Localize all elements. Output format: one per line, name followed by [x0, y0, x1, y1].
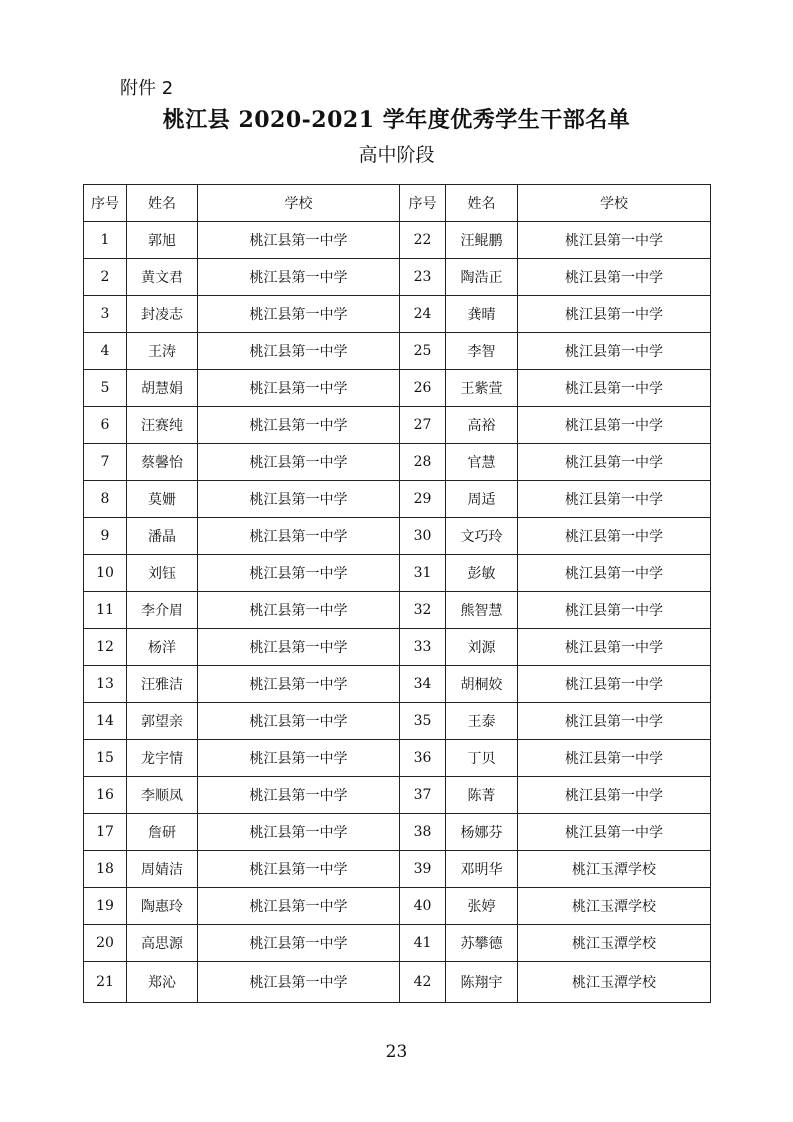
index-cell: 1: [84, 222, 127, 259]
index-cell: 28: [400, 444, 446, 481]
name-cell: 王紫萱: [446, 370, 518, 407]
school-cell: 桃江县第一中学: [518, 333, 711, 370]
school-cell: 桃江县第一中学: [198, 888, 400, 925]
name-cell: 高裕: [446, 407, 518, 444]
index-cell: 40: [400, 888, 446, 925]
school-cell: 桃江县第一中学: [518, 481, 711, 518]
school-cell: 桃江县第一中学: [518, 703, 711, 740]
document-subtitle: 高中阶段: [358, 144, 435, 166]
index-cell: 3: [84, 296, 127, 333]
name-cell: 陈翔宇: [446, 962, 518, 1003]
index-cell: 35: [400, 703, 446, 740]
school-cell: 桃江玉潭学校: [518, 888, 711, 925]
name-cell: 丁贝: [446, 740, 518, 777]
index-cell: 32: [400, 592, 446, 629]
name-cell: 郭旭: [127, 222, 198, 259]
school-cell: 桃江县第一中学: [518, 296, 711, 333]
name-cell: 郭望亲: [127, 703, 198, 740]
index-cell: 5: [84, 370, 127, 407]
index-cell: 24: [400, 296, 446, 333]
name-cell: 张婷: [446, 888, 518, 925]
index-cell: 15: [84, 740, 127, 777]
name-cell: 刘源: [446, 629, 518, 666]
school-cell: 桃江玉潭学校: [518, 962, 711, 1003]
school-cell: 桃江县第一中学: [198, 481, 400, 518]
school-cell: 桃江县第一中学: [518, 555, 711, 592]
school-cell: 桃江县第一中学: [198, 703, 400, 740]
column-header-index: 序号: [84, 185, 127, 222]
table-row: [84, 777, 711, 814]
index-cell: 16: [84, 777, 127, 814]
table-row: [84, 296, 711, 333]
school-cell: 桃江县第一中学: [518, 407, 711, 444]
table-row: [84, 481, 711, 518]
name-cell: 汪鲲鹏: [446, 222, 518, 259]
name-cell: 陈菁: [446, 777, 518, 814]
name-cell: 詹研: [127, 814, 198, 851]
index-cell: 31: [400, 555, 446, 592]
table-row: [84, 814, 711, 851]
table-row: [84, 333, 711, 370]
school-cell: 桃江县第一中学: [198, 629, 400, 666]
index-cell: 23: [400, 259, 446, 296]
school-cell: 桃江县第一中学: [198, 592, 400, 629]
page-number: 23: [385, 1042, 408, 1062]
table-row: [84, 962, 711, 1003]
table-row: [84, 407, 711, 444]
index-cell: 9: [84, 518, 127, 555]
school-cell: 桃江县第一中学: [198, 518, 400, 555]
index-cell: 27: [400, 407, 446, 444]
index-cell: 18: [84, 851, 127, 888]
name-cell: 周婧洁: [127, 851, 198, 888]
school-cell: 桃江县第一中学: [518, 740, 711, 777]
name-cell: 邓明华: [446, 851, 518, 888]
index-cell: 26: [400, 370, 446, 407]
name-cell: 王泰: [446, 703, 518, 740]
name-cell: 蔡馨怡: [127, 444, 198, 481]
school-cell: 桃江县第一中学: [518, 370, 711, 407]
index-cell: 19: [84, 888, 127, 925]
column-header-school: 学校: [198, 185, 400, 222]
name-cell: 李智: [446, 333, 518, 370]
name-cell: 莫姗: [127, 481, 198, 518]
school-cell: 桃江县第一中学: [518, 518, 711, 555]
index-cell: 17: [84, 814, 127, 851]
index-cell: 11: [84, 592, 127, 629]
name-cell: 龚晴: [446, 296, 518, 333]
index-cell: 22: [400, 222, 446, 259]
attachment-label: 附件 2: [120, 78, 174, 99]
school-cell: 桃江县第一中学: [198, 259, 400, 296]
school-cell: 桃江县第一中学: [518, 259, 711, 296]
index-cell: 7: [84, 444, 127, 481]
table-row: [84, 888, 711, 925]
school-cell: 桃江玉潭学校: [518, 925, 711, 962]
index-cell: 14: [84, 703, 127, 740]
school-cell: 桃江县第一中学: [198, 555, 400, 592]
document-title: 桃江县 2020-2021 学年度优秀学生干部名单: [162, 107, 631, 133]
name-cell: 官慧: [446, 444, 518, 481]
school-cell: 桃江县第一中学: [198, 777, 400, 814]
table-row: [84, 740, 711, 777]
table-row: [84, 555, 711, 592]
table-row: [84, 222, 711, 259]
name-cell: 胡慧娟: [127, 370, 198, 407]
index-cell: 13: [84, 666, 127, 703]
name-cell: 杨娜芬: [446, 814, 518, 851]
name-cell: 陶惠玲: [127, 888, 198, 925]
table-row: [84, 259, 711, 296]
name-cell: 潘晶: [127, 518, 198, 555]
index-cell: 25: [400, 333, 446, 370]
name-cell: 王涛: [127, 333, 198, 370]
table-row: [84, 444, 711, 481]
name-cell: 汪雅洁: [127, 666, 198, 703]
school-cell: 桃江县第一中学: [198, 444, 400, 481]
index-cell: 34: [400, 666, 446, 703]
school-cell: 桃江县第一中学: [518, 814, 711, 851]
name-cell: 李介眉: [127, 592, 198, 629]
index-cell: 2: [84, 259, 127, 296]
index-cell: 21: [84, 962, 127, 1003]
school-cell: 桃江县第一中学: [198, 407, 400, 444]
table-row: [84, 518, 711, 555]
table-row: [84, 592, 711, 629]
school-cell: 桃江县第一中学: [518, 444, 711, 481]
table-row: [84, 629, 711, 666]
index-cell: 39: [400, 851, 446, 888]
school-cell: 桃江县第一中学: [198, 814, 400, 851]
table-row: [84, 703, 711, 740]
name-cell: 黄文君: [127, 259, 198, 296]
column-header-name: 姓名: [127, 185, 198, 222]
name-cell: 文巧玲: [446, 518, 518, 555]
school-cell: 桃江县第一中学: [198, 222, 400, 259]
column-header-school: 学校: [518, 185, 711, 222]
index-cell: 42: [400, 962, 446, 1003]
school-cell: 桃江县第一中学: [198, 925, 400, 962]
school-cell: 桃江玉潭学校: [518, 851, 711, 888]
table-row: [84, 851, 711, 888]
school-cell: 桃江县第一中学: [518, 777, 711, 814]
name-cell: 封凌志: [127, 296, 198, 333]
name-cell: 苏攀德: [446, 925, 518, 962]
school-cell: 桃江县第一中学: [198, 740, 400, 777]
name-cell: 陶浩正: [446, 259, 518, 296]
school-cell: 桃江县第一中学: [198, 296, 400, 333]
name-cell: 彭敏: [446, 555, 518, 592]
index-cell: 36: [400, 740, 446, 777]
name-cell: 熊智慧: [446, 592, 518, 629]
index-cell: 8: [84, 481, 127, 518]
name-cell: 高思源: [127, 925, 198, 962]
table-row: [84, 370, 711, 407]
school-cell: 桃江县第一中学: [198, 962, 400, 1003]
student-cadre-table: [83, 184, 711, 1003]
school-cell: 桃江县第一中学: [198, 666, 400, 703]
index-cell: 4: [84, 333, 127, 370]
index-cell: 30: [400, 518, 446, 555]
index-cell: 29: [400, 481, 446, 518]
school-cell: 桃江县第一中学: [518, 222, 711, 259]
school-cell: 桃江县第一中学: [518, 629, 711, 666]
school-cell: 桃江县第一中学: [198, 851, 400, 888]
name-cell: 杨洋: [127, 629, 198, 666]
school-cell: 桃江县第一中学: [518, 666, 711, 703]
school-cell: 桃江县第一中学: [198, 333, 400, 370]
column-header-index: 序号: [400, 185, 446, 222]
name-cell: 刘钰: [127, 555, 198, 592]
index-cell: 37: [400, 777, 446, 814]
index-cell: 33: [400, 629, 446, 666]
school-cell: 桃江县第一中学: [198, 370, 400, 407]
index-cell: 20: [84, 925, 127, 962]
table-row: [84, 666, 711, 703]
index-cell: 6: [84, 407, 127, 444]
school-cell: 桃江县第一中学: [518, 592, 711, 629]
table-row: [84, 925, 711, 962]
name-cell: 李顺凤: [127, 777, 198, 814]
index-cell: 41: [400, 925, 446, 962]
name-cell: 胡桐姣: [446, 666, 518, 703]
name-cell: 龙宇情: [127, 740, 198, 777]
name-cell: 郑沁: [127, 962, 198, 1003]
index-cell: 38: [400, 814, 446, 851]
table-header-row: [84, 185, 711, 222]
name-cell: 汪赛纯: [127, 407, 198, 444]
index-cell: 12: [84, 629, 127, 666]
name-cell: 周适: [446, 481, 518, 518]
index-cell: 10: [84, 555, 127, 592]
column-header-name: 姓名: [446, 185, 518, 222]
